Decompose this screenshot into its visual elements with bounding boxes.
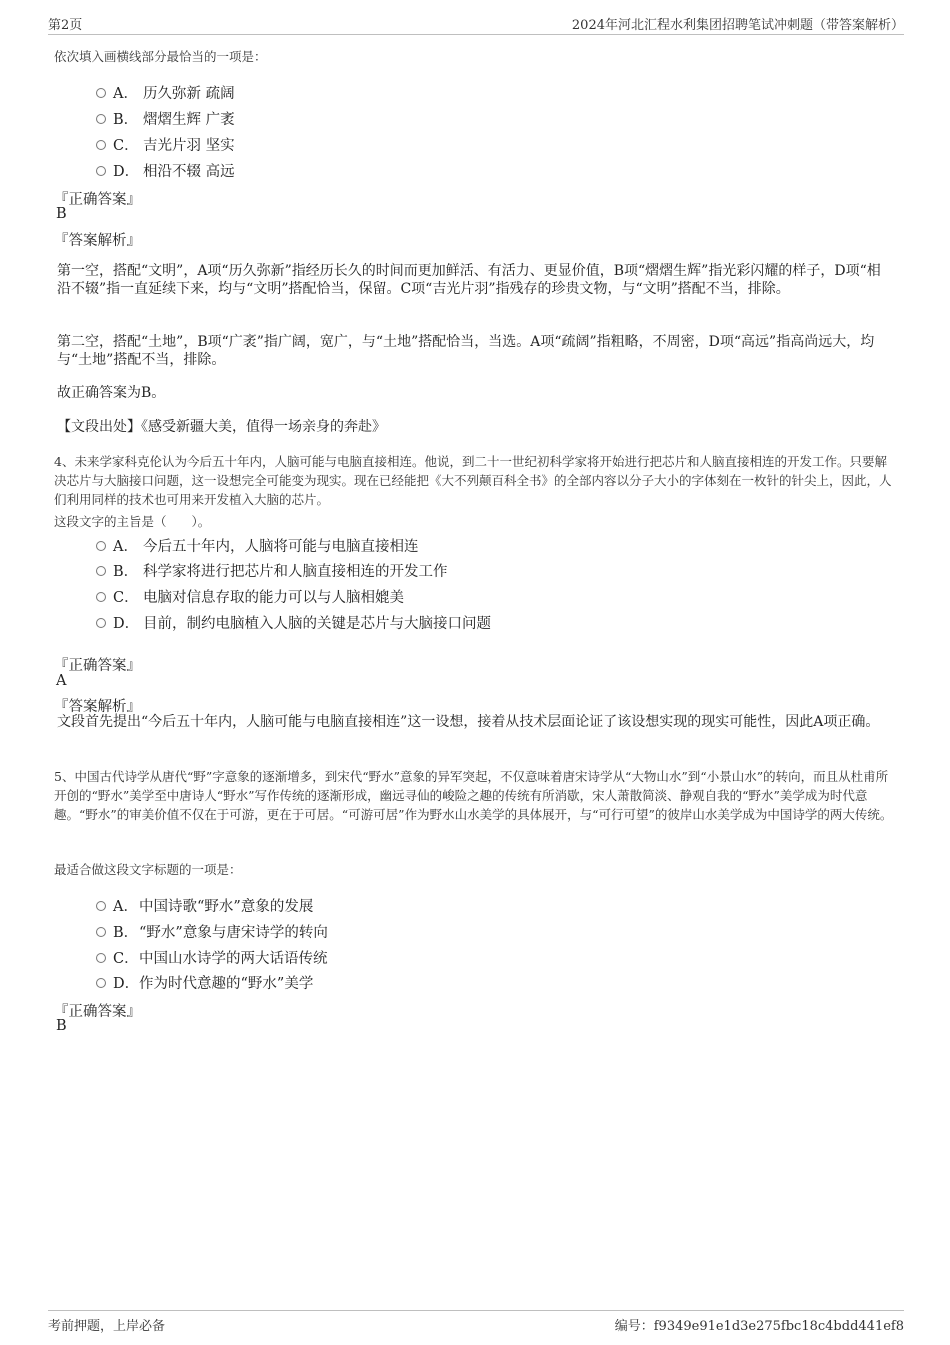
radio-icon[interactable]: [96, 88, 106, 98]
radio-icon[interactable]: [96, 953, 106, 963]
q3-source: 【文段出处】《感受新疆大美，值得一场亲身的奔赴》: [57, 419, 386, 435]
q4-answer: A: [56, 673, 67, 689]
q3-option-d[interactable]: D． 相沿不辍 高远: [96, 160, 235, 180]
q4-option-d[interactable]: D． 目前，制约电脑植入人脑的关键是芯片与大脑接口问题: [96, 612, 491, 632]
q4-stem: 4、未来学家科克伦认为今后五十年内，人脑可能与电脑直接相连。他说，到二十一世纪初科学家将开始进行把芯片和人脑直接相连的开发工作。只要解决芯片与大脑接口问题，这一设想完全可能变为现实。现在已经能把《大不列颠百科全书》的全部内容以分子大小的字体刻在一枚针的针尖上，因此，人们利用同样的技术也可用来开发植入大脑的芯片。: [54, 454, 892, 507]
document-code: 编号：f9349e91e1d3e275fbc18c4bdd441ef8: [614, 1319, 904, 1334]
q3-prompt: 依次填入画横线部分最恰当的一项是：: [54, 49, 267, 64]
q4-option-c[interactable]: C． 电脑对信息存取的能力可以与人脑相媲美: [96, 586, 404, 606]
q4-option-a[interactable]: A． 今后五十年内，人脑将可能与电脑直接相连: [96, 535, 419, 555]
footer-slogan: 考前押题，上岸必备: [48, 1319, 166, 1334]
q3-answer: B: [56, 206, 67, 222]
q3-answer-label: 『正确答案』: [54, 192, 141, 208]
q3-option-c[interactable]: C． 吉光片羽 坚实: [96, 134, 235, 154]
q5-answer: B: [56, 1018, 67, 1034]
radio-icon[interactable]: [96, 901, 106, 911]
radio-icon[interactable]: [96, 618, 106, 628]
radio-icon[interactable]: [96, 927, 106, 937]
q4-analysis-label: 『答案解析』: [54, 699, 141, 715]
q4-option-b[interactable]: B． 科学家将进行把芯片和人脑直接相连的开发工作: [96, 560, 448, 580]
q3-analysis-p3: 故正确答案为B。: [57, 385, 166, 401]
radio-icon[interactable]: [96, 541, 106, 551]
q5-option-b[interactable]: B．“野水”意象与唐宋诗学的转向: [96, 921, 328, 941]
q5-option-c[interactable]: C．中国山水诗学的两大话语传统: [96, 947, 328, 967]
radio-icon[interactable]: [96, 978, 106, 988]
q4-question: 这段文字的主旨是（ ）。: [54, 514, 211, 529]
q3-analysis-p2: 第二空，搭配“土地”，B项“广袤”指广阔，宽广，与“土地”搭配恰当，当选。A项“疏阔”指粗略，不周密，D项“高远”指高尚远大，均与“土地”搭配不当，排除。: [57, 334, 875, 368]
radio-icon[interactable]: [96, 166, 106, 176]
radio-icon[interactable]: [96, 140, 106, 150]
q3-option-a[interactable]: A． 历久弥新 疏阔: [96, 82, 235, 102]
radio-icon[interactable]: [96, 592, 106, 602]
q3-analysis-p1: 第一空，搭配“文明”，A项“历久弥新”指经历长久的时间而更加鲜活、有活力、更显价值，B项“熠熠生辉”指光彩闪耀的样子，D项“相沿不辍”指一直延续下来，均与“文明”搭配恰当，保留。C项“吉光片羽”指残存的珍贵文物，与“文明”搭配不当，排除。: [57, 263, 881, 297]
document-title: 2024年河北汇程水利集团招聘笔试冲刺题（带答案解析）: [571, 18, 904, 33]
q5-question: 最适合做这段文字标题的一项是：: [54, 862, 242, 877]
q3-option-b[interactable]: B． 熠熠生辉 广袤: [96, 108, 235, 128]
page-number: 第2页: [48, 18, 83, 33]
q5-answer-label: 『正确答案』: [54, 1004, 141, 1020]
radio-icon[interactable]: [96, 566, 106, 576]
q3-analysis-label: 『答案解析』: [54, 233, 141, 249]
q4-analysis: 文段首先提出“今后五十年内，人脑可能与电脑直接相连”这一设想，接着从技术层面论证了该设想实现的现实可能性，因此A项正确。: [57, 714, 880, 730]
page-header: [48, 14, 904, 35]
q5-option-a[interactable]: A．中国诗歌“野水”意象的发展: [96, 895, 313, 915]
q4-answer-label: 『正确答案』: [54, 658, 141, 674]
q5-option-d[interactable]: D．作为时代意趣的“野水”美学: [96, 972, 313, 992]
q5-stem: 5、中国古代诗学从唐代“野”字意象的逐渐增多，到宋代“野水”意象的异军突起，不仅意味着唐宋诗学从“大物山水”到“小景山水”的转向，而且从杜甫所开创的“野水”美学至中唐诗人“野水”写作传统的逐渐形成，幽远寻仙的峻险之趣的传统有所消歇，宋人萧散简淡、静观自我的“野水”美学成为时代意趣。“野水”的审美价值不仅在于可游，更在于可居。“可游可居”作为野水山水美学的具体展开，与“可行可望”的彼岸山水美学成为中国诗学的两大传统。: [54, 769, 893, 822]
page-footer: [48, 1310, 904, 1333]
radio-icon[interactable]: [96, 114, 106, 124]
